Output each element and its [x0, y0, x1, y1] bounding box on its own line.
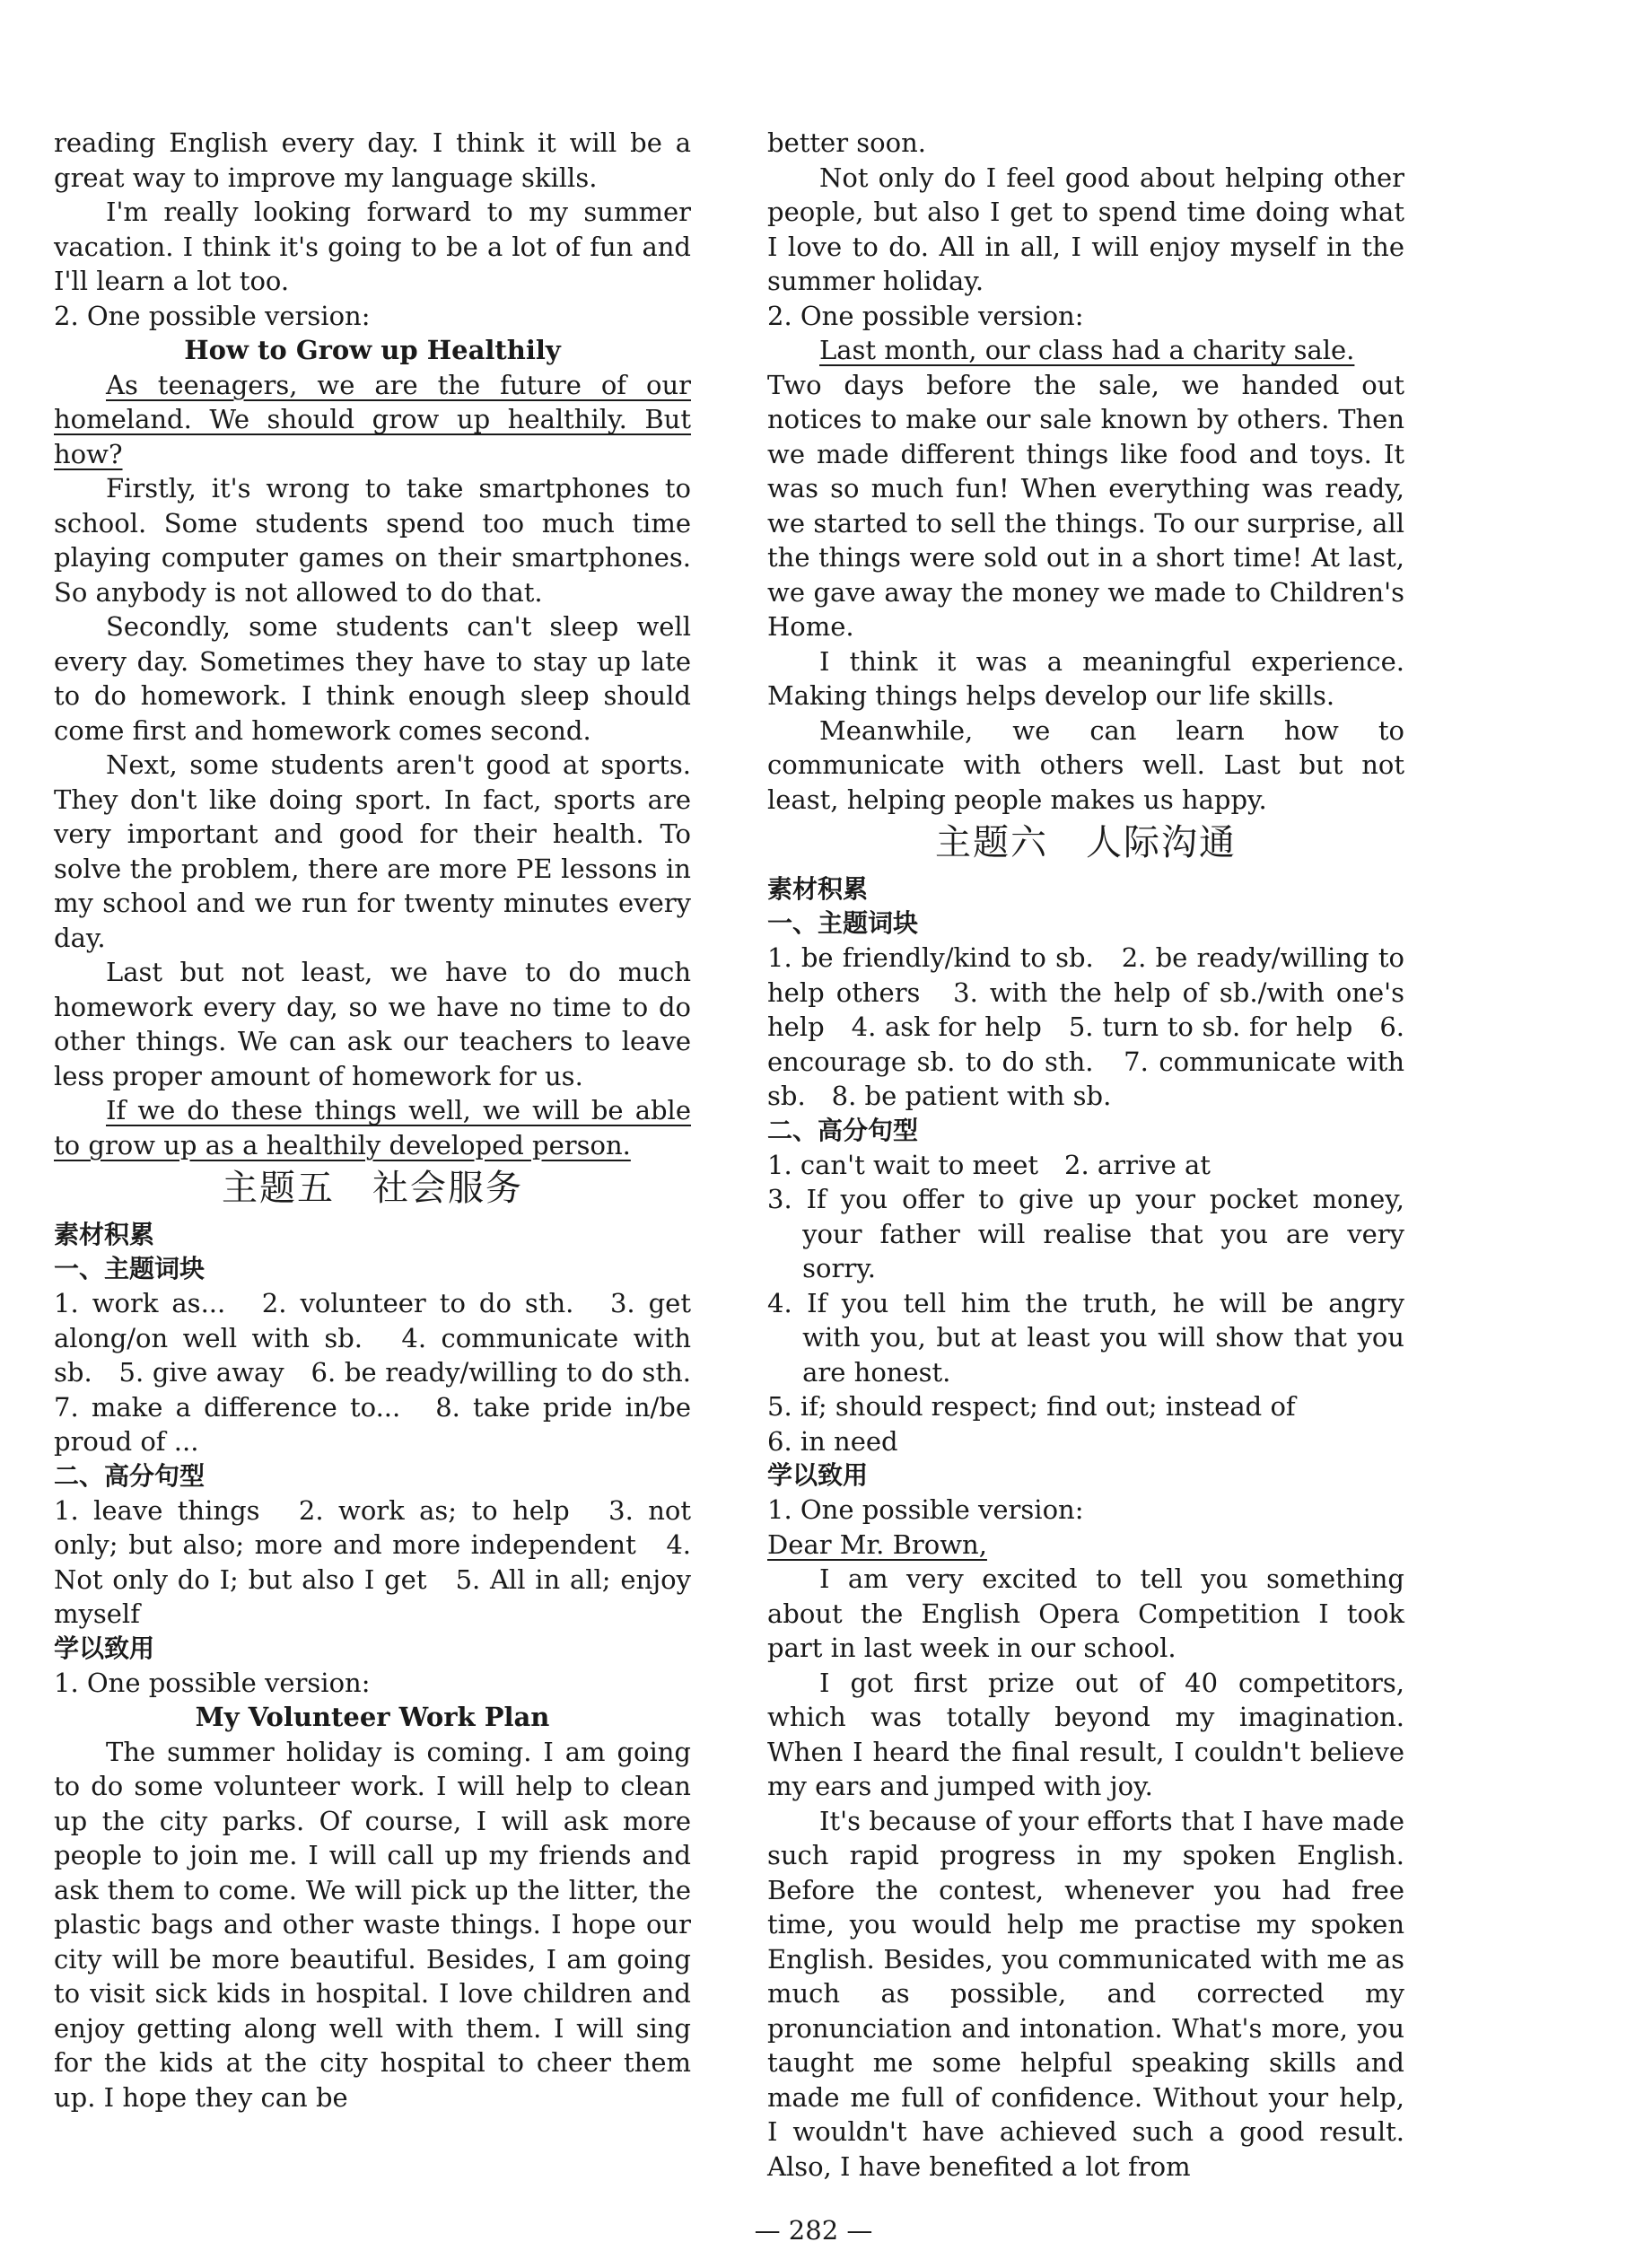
paragraph: Firstly, it's wrong to take smartphones to school. Some students spend too much time playing computer games on their smartphones. So anybody is not allowed to do that. [54, 473, 691, 608]
paragraph: Secondly, some students can't sleep well every day. Sometimes they have to stay up late to do homework. I think enough sleep should come first and homework comes second. [54, 611, 691, 746]
section-heading: 素材积累 [767, 874, 869, 904]
underlined-text: Last month, our class had a charity sale. [819, 335, 1355, 365]
list-item: 3. If you offer to give up your pocket money, your father will realise that you are very sorry. [767, 1184, 1404, 1283]
underlined-text: Dear Mr. Brown, [767, 1528, 987, 1560]
paragraph: I am very excited to tell you something about the English Opera Competition I took part in last week in our school. [767, 1563, 1404, 1663]
list-item: 6. in need [767, 1425, 898, 1457]
list-item: 5. if; should respect; find out; instead of [767, 1391, 1296, 1422]
letter-salutation [767, 1528, 1404, 1563]
essay-title: How to Grow up Healthily [184, 335, 561, 365]
underlined-text: If we do these things well, we will be able to grow up as a healthily developed person. [54, 1095, 691, 1160]
paragraph: Meanwhile, we can learn how to communicate with others well. Last but not least, helping people makes us happy. [767, 714, 1404, 815]
paragraph: better soon. [767, 127, 926, 158]
item-label: 1. One possible version: [54, 1667, 371, 1698]
section-heading: 二、高分句型 [767, 1115, 919, 1145]
item-label: 2. One possible version: [767, 300, 1084, 331]
list-item: 1. can't wait to meet 2. arrive at [767, 1149, 1211, 1180]
vocab-list: 1. be friendly/kind to sb. 2. be ready/willing to help others 3. with the help of sb./with one's help 4. ask for help 5. turn to sb. for help 6. encourage sb. to do sth. 7. communicate with sb. 8. be patient with sb. [767, 942, 1404, 1111]
paragraph: I think it was a meaningful experience. Making things helps develop our life skills. [767, 645, 1404, 711]
paragraph: Two days before the sale, we handed out notices to make our sale known by others. Then we made different things like food and toys. It was so much fun! When everything was ready, we started to sell the things. To our surprise, all the things were sold out in a short time! At last, we gave away the money we made to Children's Home. [767, 369, 1404, 642]
section-heading: 一、主题词块 [767, 908, 919, 938]
paragraph: Last but not least, we have to do much homework every day, so we have no time to do other things. We can ask our teachers to leave less proper amount of homework for us. [54, 957, 691, 1091]
paragraph: It's because of your efforts that I have made such rapid progress in my spoken English. Before the contest, whenever you had free time, you would help me practise my spoken English. Besides, you communicated with me as much as possible, and corrected my pronunciation and intonation. What's more, you taught me some helpful speaking skills and made me full of confidence. Without your help, I wouldn't have achieved such a good result. Also, I have benefited a lot from [767, 1805, 1404, 2182]
paragraph: The summer holiday is coming. I am going to do some volunteer work. I will help to clean up the city parks. Of course, I will ask more people to join me. I will call up my friends and ask them to come. We will pick up the litter, the plastic bags and other waste things. I hope our city will be more beautiful. Besides, I am going to visit sick kids in hospital. I love children and enjoy getting along well with them. I will sing for the kids at the city hospital to cheer them up. I hope they can be [54, 1736, 691, 2113]
vocab-list: 1. work as... 2. volunteer to do sth. 3. get along/on well with sb. 4. communicate with sb. 5. give away 6. be ready/willing to do sth. 7. make a difference to... 8. take pride in/be proud of ... [54, 1288, 718, 1457]
item-label: 2. One possible version: [54, 300, 371, 331]
underlined-paragraph [54, 368, 691, 472]
paragraph: reading English every day. I think it will be a great way to improve my language skills. [54, 127, 691, 193]
paragraph: I'm really looking forward to my summer vacation. I think it's going to be a lot of fun and I'll learn a lot too. [54, 197, 691, 296]
paragraph: I got first prize out of 40 competitors, which was totally beyond my imagination. When I heard the final result, I couldn't believe my ears and jumped with joy. [767, 1667, 1404, 1801]
section-heading: 一、主题词块 [54, 1254, 206, 1283]
underlined-paragraph [767, 333, 1404, 368]
list-item: 4. If you tell him the truth, he will be angry with you, but at least you will show that you are honest. [767, 1287, 1404, 1388]
section-heading: 二、高分句型 [54, 1460, 206, 1491]
underlined-text: As teenagers, we are the future of our homeland. We should grow up healthily. But how? [54, 369, 691, 469]
underlined-paragraph [54, 1093, 691, 1162]
paragraph: Next, some students aren't good at sports. They don't like doing sport. In fact, sports are very important and good for their health. To solve the problem, there are more PE lessons in my school and we run for twenty minutes every day. [54, 749, 691, 953]
topic-heading: 主题六 人际沟通 [935, 822, 1237, 863]
essay-title: My Volunteer Work Plan [195, 1702, 550, 1732]
topic-heading: 主题五 社会服务 [222, 1168, 523, 1209]
paragraph: Not only do I feel good about helping other people, but also I get to spend time doing what I love to do. All in all, I will enjoy myself in the summer holiday. [767, 162, 1404, 296]
right-column [767, 126, 1404, 2184]
section-heading: 学以致用 [767, 1460, 869, 1490]
sentence-list: 1. leave things 2. work as; to help 3. not only; but also; more and more independent 4. Not only do I; but also I get 5. All in all; enjoy myself [54, 1494, 691, 1629]
page-number: — 282 — [754, 2215, 873, 2246]
section-heading: 学以致用 [54, 1633, 155, 1663]
item-label: 1. One possible version: [767, 1494, 1084, 1525]
left-column [54, 126, 718, 2115]
section-heading: 素材积累 [54, 1220, 155, 1249]
